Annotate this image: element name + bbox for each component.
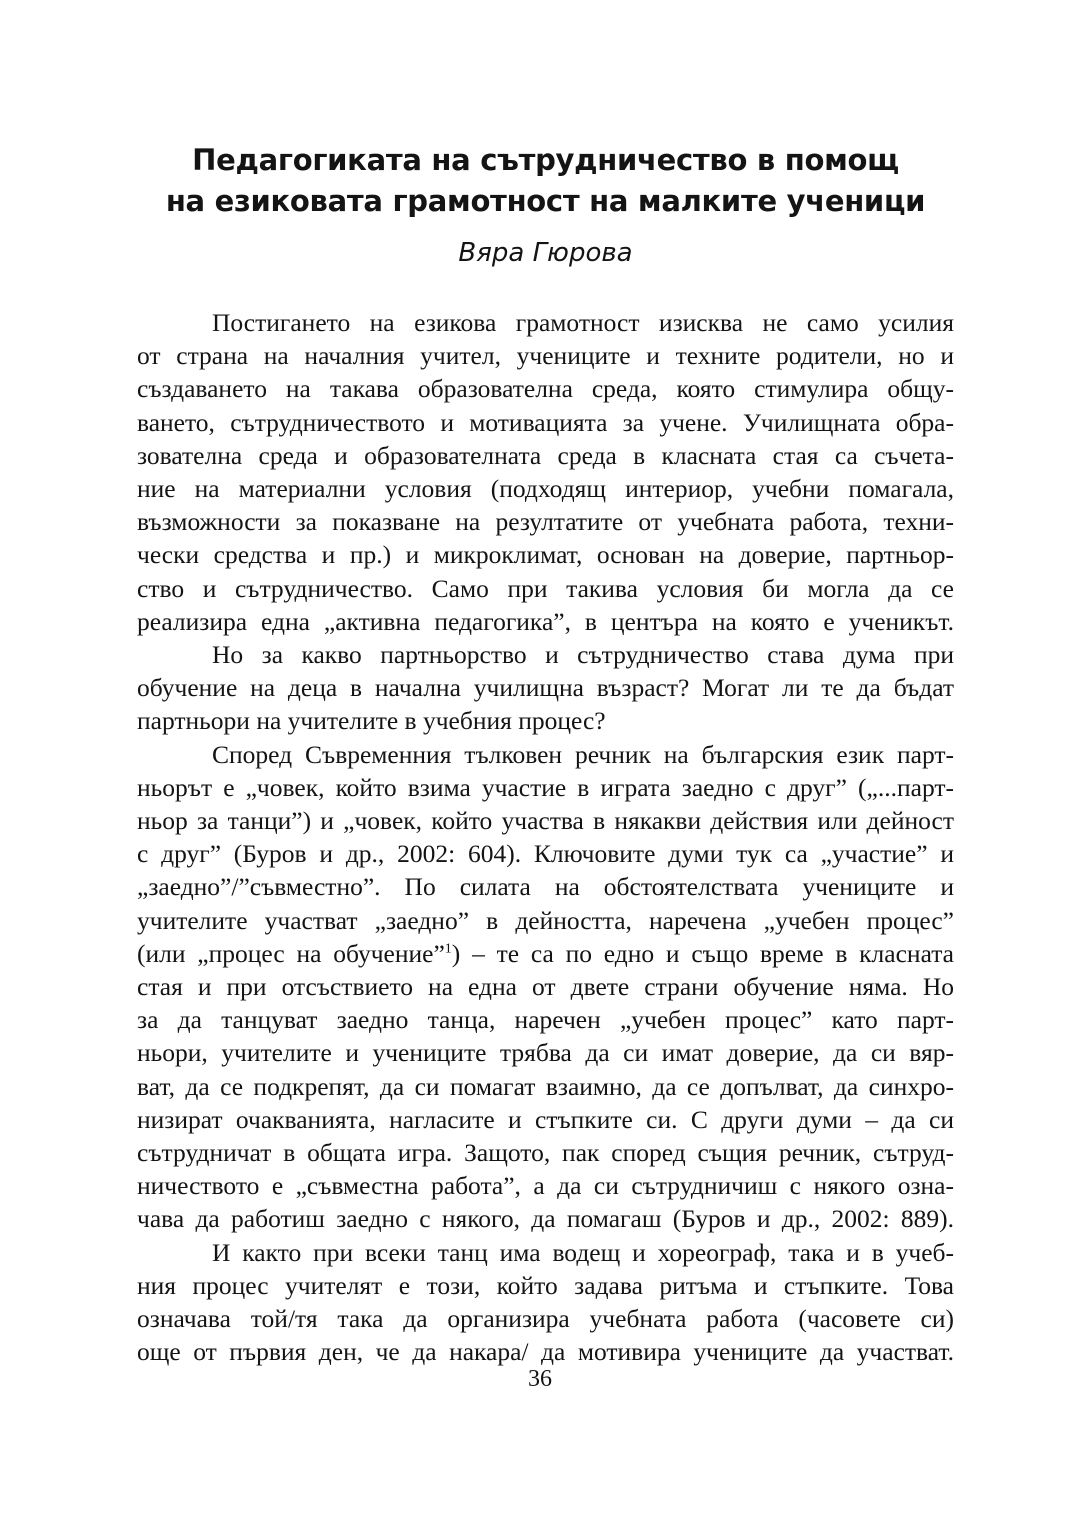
footnote-marker[interactable]: 1: [444, 941, 452, 957]
text-line: ньори, учителите и учениците трябва да си имат доверие, да си вяр-: [137, 1038, 954, 1068]
text-line: ването, сътрудничеството и мотивацията за учене. Училищната обра-: [137, 407, 954, 437]
text-line: И както при всеки танц има водещ и хореограф, така и в учеб-: [212, 1237, 954, 1267]
paragraph-4: [137, 1236, 954, 1369]
text-line: Според Съвременния тълковен речник на българския език парт-: [212, 739, 954, 769]
text-line: партньори на учителите в учебния процес?: [137, 706, 606, 736]
paragraph-3: [137, 738, 954, 1236]
paragraph-2: [137, 638, 954, 738]
text-line: учителите участват „заедно” в дейността, наречена „учебен процес”: [137, 905, 954, 935]
text-line: ния процес учителят е този, който задава ритъма и стъпките. Това: [137, 1270, 954, 1300]
text-line: ват, да се подкрепят, да си помагат взаимно, да се допълват, да синхро-: [137, 1071, 954, 1101]
text-line: с друг” (Буров и др., 2002: 604). Ключовите думи тук са „участие” и: [137, 839, 954, 869]
title-line-1: Педагогиката на сътрудничество в помощ: [192, 143, 899, 177]
article-title: [137, 140, 954, 222]
text-line: възможности за показване на резултатите от учебната работа, техни-: [137, 507, 954, 537]
text-line: реализира една „активна педагогика”, в центъра на която е ученикът.: [137, 606, 954, 636]
text-line: ние на материални условия (подходящ интериор, учебни помагала,: [137, 474, 954, 504]
page-number: 36: [528, 1366, 552, 1392]
footnote-line-start: (или „процес на обучение”: [137, 938, 445, 968]
text-line: означава той/тя така да организира учебната работа (часовете си): [137, 1304, 954, 1334]
text-line: Но за какво партньорство и сътрудничество става дума при: [212, 640, 954, 670]
document-page: [137, 140, 954, 1369]
text-line: от страна на началния учител, учениците и техните родители, но и: [137, 341, 954, 371]
text-line-with-footnote: [137, 937, 954, 970]
text-line: стая и при отсъствието на една от двете страни обучение няма. Но: [137, 972, 954, 1002]
text-line: ство и сътрудничество. Само при такива условия би могла да се: [137, 573, 954, 603]
author-name: Вяра Гюрова: [458, 238, 633, 268]
text-line: Постигането на езикова грамотност изисква не само усилия: [212, 308, 954, 337]
title-line-2: на езиковата грамотност на малките ученици: [165, 184, 926, 218]
text-line: ньор за танци”) и „човек, който участва в някакви действия или дейност: [137, 806, 954, 836]
article-body: [137, 306, 954, 1369]
text-line: зователна среда и образователната среда в класната стая са съчета-: [137, 440, 954, 470]
text-line: „заедно”/”съвместно”. По силата на обстоятелствата учениците и: [137, 872, 954, 902]
text-line: създаването на такава образователна среда, която стимулира общу-: [137, 374, 954, 404]
text-line: низират очакванията, нагласите и стъпките си. С други думи – да си: [137, 1104, 954, 1134]
text-line: ничеството е „съвместна работа”, а да си сътрудничиш с някого озна-: [137, 1171, 954, 1201]
text-line: ньорът е „човек, който взима участие в играта заедно с друг” („...парт-: [137, 772, 954, 802]
paragraph-1: [137, 306, 954, 638]
text-line: чески средства и пр.) и микроклимат, основан на доверие, партньор-: [137, 540, 954, 570]
text-line: за да танцуват заедно танца, наречен „учебен процес” като парт-: [137, 1005, 954, 1035]
text-line: сътрудничат в общата игра. Защото, пак според същия речник, сътруд-: [137, 1138, 954, 1168]
text-line: чава да работиш заедно с някого, да помагаш (Буров и др., 2002: 889).: [137, 1204, 954, 1234]
text-line: обучение на деца в начална училищна възраст? Могат ли те да бъдат: [137, 673, 954, 703]
text-line: още от първия ден, че да накара/ да мотивира учениците да участват.: [137, 1337, 954, 1367]
footnote-line-end: ) – те са по едно и също време в класната: [451, 938, 955, 968]
